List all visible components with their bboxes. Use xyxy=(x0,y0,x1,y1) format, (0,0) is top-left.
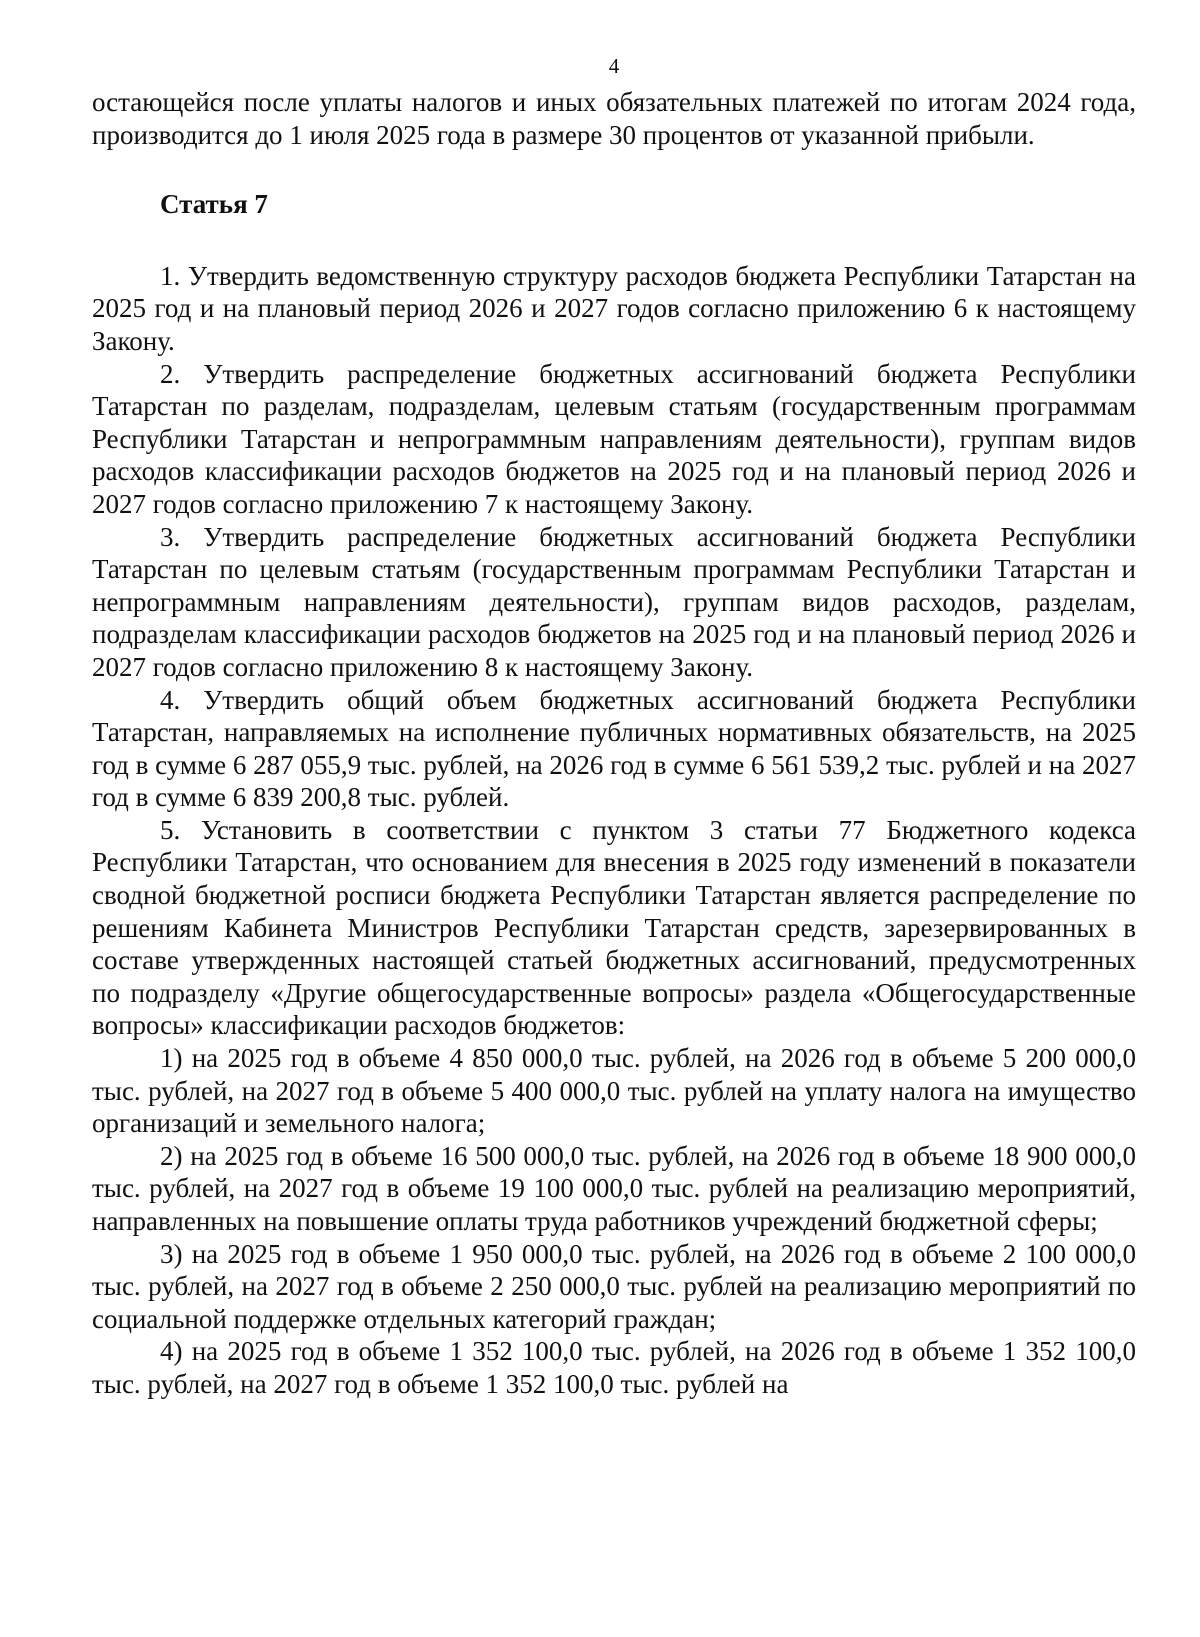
subitem-4: 4) на 2025 год в объеме 1 352 100,0 тыс. рублей, на 2026 год в объеме 1 352 100,0 тыс. рублей, на 2027 год в объеме 1 352 100,0 тыс. рублей на xyxy=(92,1336,1136,1399)
paragraph-item-2: 2. Утвердить распределение бюджетных ассигнований бюджета Республики Татарстан по разделам, подразделам, целевым статьям (государственным программам Республики Татарстан и непрограммным направлениям деятельности), группам видов расходов классификации расходов бюджетов на 2025 год и на плановый период 2026 и 2027 годов согласно приложению 7 к настоящему Закону. xyxy=(92,358,1136,519)
intro-paragraph: остающейся после уплаты налогов и иных обязательных платежей по итогам 2024 года, производится до 1 июля 2025 года в размере 30 процентов от указанной прибыли. xyxy=(92,87,1136,150)
paragraph-item-4: 4. Утвердить общий объем бюджетных ассигнований бюджета Республики Татарстан, направляемых на исполнение публичных нормативных обязательств, на 2025 год в сумме 6 287 055,9 тыс. рублей, на 2026 год в сумме 6 561 539,2 тыс. рублей и на 2027 год в сумме 6 839 200,8 тыс. рублей. xyxy=(92,684,1136,813)
document-page xyxy=(92,52,1136,1401)
subitem-2: 2) на 2025 год в объеме 16 500 000,0 тыс. рублей, на 2026 год в объеме 18 900 000,0 тыс. рублей, на 2027 год в объеме 19 100 000,0 тыс. рублей на реализацию мероприятий, направленных на повышение оплаты труда работников учреждений бюджетной сферы; xyxy=(92,1140,1136,1236)
article-heading: Статья 7 xyxy=(160,189,268,220)
subitem-3: 3) на 2025 год в объеме 1 950 000,0 тыс. рублей, на 2026 год в объеме 2 100 000,0 тыс. рублей, на 2027 год в объеме 2 250 000,0 тыс. рублей на реализацию мероприятий по социальной поддержке отдельных категорий граждан; xyxy=(92,1238,1136,1334)
paragraph-item-5: 5. Установить в соответствии с пунктом 3 статьи 77 Бюджетного кодекса Республики Татарстан, что основанием для внесения в 2025 году изменений в показатели сводной бюджетной росписи бюджета Республики Татарстан является распределение по решениям Кабинета Министров Республики Татарстан средств, зарезервированных в составе утвержденных настоящей статьей бюджетных ассигнований, предусмотренных по подразделу «Другие общегосударственные вопросы» раздела «Общегосударственные вопросы» классификации расходов бюджетов: xyxy=(92,814,1136,1041)
paragraph-item-1: 1. Утвердить ведомственную структуру расходов бюджета Республики Татарстан на 2025 год и на плановый период 2026 и 2027 годов согласно приложению 6 к настоящему Закону. xyxy=(92,260,1136,356)
paragraph-item-3: 3. Утвердить распределение бюджетных ассигнований бюджета Республики Татарстан по целевым статьям (государственным программам Республики Татарстан и непрограммным направлениям деятельности), группам видов расходов, разделам, подразделам классификации расходов бюджетов на 2025 год и на плановый период 2026 и 2027 годов согласно приложению 8 к настоящему Закону. xyxy=(92,521,1136,682)
subitem-1: 1) на 2025 год в объеме 4 850 000,0 тыс. рублей, на 2026 год в объеме 5 200 000,0 тыс. рублей, на 2027 год в объеме 5 400 000,0 тыс. рублей на уплату налога на имущество организаций и земельного налога; xyxy=(92,1043,1136,1139)
page-number: 4 xyxy=(608,54,620,78)
